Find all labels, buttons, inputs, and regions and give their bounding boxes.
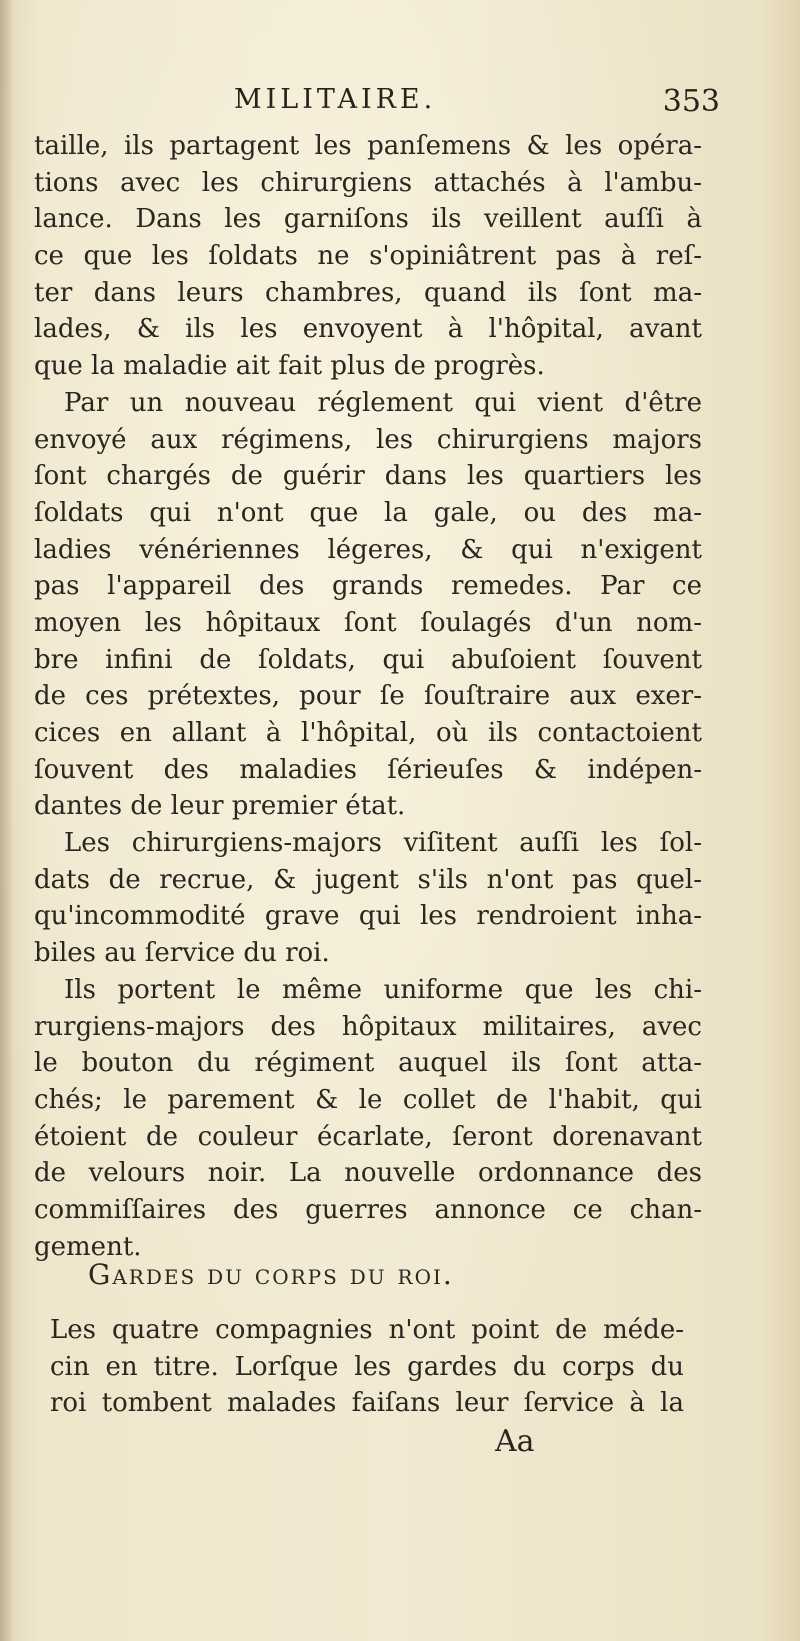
text-line: pas l'appareil des grands remedes. Par ce — [34, 571, 702, 602]
text-line: de velours noir. La nouvelle ordonnance des — [34, 1158, 702, 1189]
text-line: moyen les hôpitaux ſont ſoulagés d'un nom- — [34, 607, 702, 638]
text-line: biles au ſervice du roi. — [34, 938, 330, 969]
text-line: étoient de couleur écarlate, ſeront dorenavant — [34, 1121, 702, 1152]
text-line: taille, ils partagent les panſemens & les opéra- — [34, 131, 702, 161]
text-line: ſouvent des maladies ſérieuſes & indépen- — [34, 754, 702, 785]
text-line: Par un nouveau réglement qui vient d'être — [64, 387, 702, 418]
text-line: lance. Dans les garniſons ils veillent auſſi à — [34, 204, 702, 235]
text-line: Les quatre compagnies n'ont point de méde- — [50, 1315, 684, 1345]
text-line: bre infini de ſoldats, qui abuſoient ſouvent — [34, 644, 702, 675]
text-line: lades, & ils les envoyent à l'hôpital, avant — [34, 314, 702, 345]
page-gutter-shadow — [0, 0, 14, 1641]
text-line: ſoldats qui n'ont que la gale, ou des ma- — [34, 497, 702, 528]
text-line: Les chirurgiens-majors viſitent auſſi les ſol- — [64, 828, 702, 859]
text-line: cin en titre. Lorſque les gardes du corps du — [50, 1351, 684, 1382]
text-line: envoyé aux régimens, les chirurgiens majors — [34, 424, 702, 455]
text-line: rurgiens-majors des hôpitaux militaires, avec — [34, 1011, 702, 1042]
text-line: dantes de leur premier état. — [34, 791, 406, 822]
page-header — [60, 84, 720, 124]
text-line: que la maladie ait fait plus de progrès. — [34, 351, 545, 382]
text-line: qu'incommodité grave qui les rendroient inha- — [34, 901, 702, 932]
catchword: Aa — [495, 1424, 535, 1459]
text-line: Ils portent le même uniforme que les chi- — [64, 974, 702, 1005]
body-text-continued — [50, 1312, 684, 1422]
text-line: commiſſaires des guerres annonce ce chan- — [34, 1194, 702, 1225]
text-line: dats de recrue, & jugent s'ils n'ont pas quel- — [34, 864, 702, 895]
text-line: gement. — [34, 1231, 142, 1262]
text-line: cices en allant à l'hôpital, où ils contactoient — [34, 718, 702, 748]
text-line: ladies vénériennes légeres, & qui n'exigent — [34, 534, 702, 565]
text-line: ſont chargés de guérir dans les quartiers les — [34, 461, 702, 492]
running-title: MILITAIRE. — [234, 84, 437, 115]
section-heading: Gardes du corps du roi. — [88, 1258, 454, 1291]
text-line: tions avec les chirurgiens attachés à l'ambu- — [34, 167, 702, 198]
text-line: roi tombent malades faiſans leur ſervice à la — [50, 1388, 684, 1419]
text-line: chés; le parement & le collet de l'habit, qui — [34, 1084, 702, 1115]
text-line: ter dans leurs chambres, quand ils ſont ma- — [34, 277, 702, 308]
text-line: de ces prétextes, pour ſe ſouſtraire aux exer- — [34, 681, 702, 712]
text-line: le bouton du régiment auquel ils ſont atta- — [34, 1048, 702, 1079]
text-line: ce que les ſoldats ne s'opiniâtrent pas à reſ- — [34, 241, 702, 272]
page-number: 353 — [662, 84, 720, 119]
body-text — [34, 128, 702, 1265]
